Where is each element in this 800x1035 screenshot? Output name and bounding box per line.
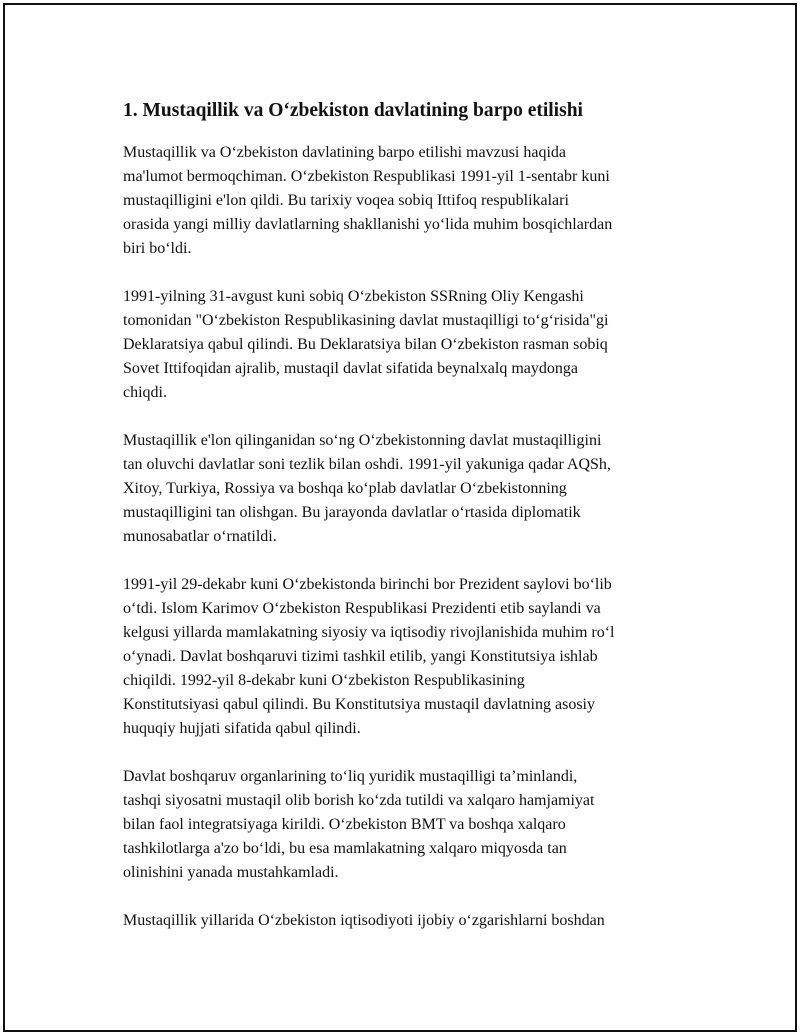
text-line: Davlat boshqaruv organlarining to‘liq yuridik mustaqilligi ta’minlandi, — [123, 768, 578, 785]
section-title: 1. Mustaqillik va O‘zbekiston davlatining barpo etilishi — [123, 100, 583, 121]
text-line: Konstitutsiyasi qabul qilindi. Bu Konstitutsiya mustaqil davlatning asosiy — [123, 696, 595, 713]
text-line: o‘ynadi. Davlat boshqaruvi tizimi tashkil etilib, yangi Konstitutsiya ishlab — [123, 648, 598, 665]
text-line: kelgusi yillarda mamlakatning siyosiy va iqtisodiy rivojlanishida muhim ro‘l — [123, 624, 615, 641]
text-line: Xitoy, Turkiya, Rossiya va boshqa ko‘plab davlatlar O‘zbekistonning — [123, 480, 567, 497]
text-line: 1991-yilning 31-avgust kuni sobiq O‘zbekiston SSRning Oliy Kengashi — [123, 288, 584, 305]
text-line: ma'lumot bermoqchiman. O‘zbekiston Respublikasi 1991-yil 1-sentabr kuni — [123, 168, 610, 185]
text-line: biri bo‘ldi. — [123, 240, 192, 257]
paragraph-independence-declaration — [123, 141, 703, 261]
text-line: Mustaqillik e'lon qilinganidan so‘ng O‘zbekistonning davlat mustaqilligini — [123, 432, 602, 449]
text-line: tomonidan "O‘zbekiston Respublikasining davlat mustaqilligi to‘g‘risida"gi — [123, 312, 609, 329]
text-line: tan oluvchi davlatlar soni tezlik bilan oshdi. 1991-yil yakuniga qadar AQSh, — [123, 456, 611, 473]
text-line: 1991-yil 29-dekabr kuni O‘zbekistonda birinchi bor Prezident saylovi bo‘lib — [123, 576, 612, 593]
page-frame — [3, 3, 797, 1032]
text-line: Mustaqillik va O‘zbekiston davlatining barpo etilishi mavzusi haqida — [123, 144, 567, 161]
text-line: munosabatlar o‘rnatildi. — [123, 528, 277, 545]
text-line: Mustaqillik yillarida O‘zbekiston iqtisodiyoti ijobiy o‘zgarishlarni boshdan — [123, 912, 605, 929]
text-line: tashkilotlarga a'zo bo‘ldi, bu esa mamlakatning xalqaro miqyosda tan — [123, 840, 567, 857]
text-line: o‘tdi. Islom Karimov O‘zbekiston Respublikasi Prezidenti etib saylandi va — [123, 600, 601, 617]
paragraph-presidential-election — [123, 573, 703, 741]
text-line: olinishini yanada mustahkamladi. — [123, 864, 339, 881]
text-line: Deklaratsiya qabul qilindi. Bu Deklaratsiya bilan O‘zbekiston rasman sobiq — [123, 336, 608, 353]
text-line: tashqi siyosatni mustaqil olib borish ko‘zda tutildi va xalqaro hamjamiyat — [123, 792, 595, 809]
text-line: mustaqilligini tan olishgan. Bu jarayonda davlatlar o‘rtasida diplomatik — [123, 504, 581, 521]
text-line: mustaqilligini e'lon qildi. Bu tarixiy voqea sobiq Ittifoq respublikalari — [123, 192, 569, 209]
paragraph-foreign-policy — [123, 765, 703, 885]
text-line: orasida yangi milliy davlatlarning shakllanishi yo‘lida muhim bosqichlardan — [123, 216, 613, 233]
paragraph-supreme-council-declaration — [123, 285, 703, 405]
document-body — [123, 97, 703, 957]
text-line: bilan faol integratsiyaga kirildi. O‘zbekiston BMT va boshqa xalqaro — [123, 816, 566, 833]
paragraph-international-recognition — [123, 429, 703, 549]
text-line: Sovet Ittifoqidan ajralib, mustaqil davlat sifatida beynalxalq maydonga — [123, 360, 578, 377]
text-line: huquqiy hujjati sifatida qabul qilindi. — [123, 720, 361, 737]
text-line: chiqdi. — [123, 384, 167, 401]
text-line: chiqildi. 1992-yil 8-dekabr kuni O‘zbekiston Respublikasining — [123, 672, 525, 689]
paragraph-economy — [123, 909, 703, 933]
